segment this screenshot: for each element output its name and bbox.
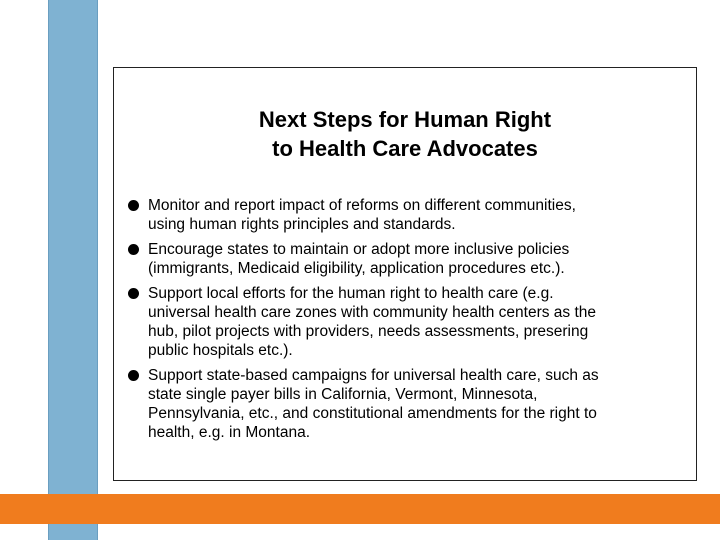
bullet-line: Support local efforts for the human right to health care (e.g. <box>148 285 554 302</box>
bullet-dot-icon <box>128 200 139 211</box>
bullet-line: Support state-based campaigns for universal health care, such as <box>148 367 599 384</box>
bullet-line: universal health care zones with community health centers as the <box>148 304 597 321</box>
bottom-accent-band <box>0 494 720 524</box>
bullet-dot-icon <box>128 244 139 255</box>
bullet-line: state single payer bills in California, Vermont, Minnesota, <box>148 386 538 403</box>
bullet-dot-icon <box>128 288 139 299</box>
left-accent-bar <box>48 0 98 540</box>
bullet-text <box>148 366 693 442</box>
bullet-line: Encourage states to maintain or adopt more inclusive policies <box>148 241 570 258</box>
bullet-line: Pennsylvania, etc., and constitutional amendments for the right to <box>148 405 597 422</box>
bullet-line: using human rights principles and standards. <box>148 216 456 233</box>
bullet-line: hub, pilot projects with providers, needs assessments, presering <box>148 323 589 340</box>
bullet-list <box>128 196 693 448</box>
bullet-item <box>128 240 693 278</box>
bullet-text <box>148 240 693 278</box>
bullet-text <box>148 196 693 234</box>
bullet-line: public hospitals etc.). <box>148 342 293 359</box>
bullet-dot-icon <box>128 370 139 381</box>
bullet-item <box>128 196 693 234</box>
bullet-line: (immigrants, Medicaid eligibility, application procedures etc.). <box>148 260 565 277</box>
bullet-item <box>128 366 693 442</box>
bullet-text <box>148 284 693 360</box>
slide-title <box>114 105 696 163</box>
bullet-line: health, e.g. in Montana. <box>148 424 311 441</box>
slide-title-line-1: Next Steps for Human Right <box>258 107 552 132</box>
bullet-line: Monitor and report impact of reforms on different communities, <box>148 197 576 214</box>
slide-title-line-2: to Health Care Advocates <box>272 136 538 161</box>
slide-content-box <box>113 67 697 481</box>
bullet-item <box>128 284 693 360</box>
